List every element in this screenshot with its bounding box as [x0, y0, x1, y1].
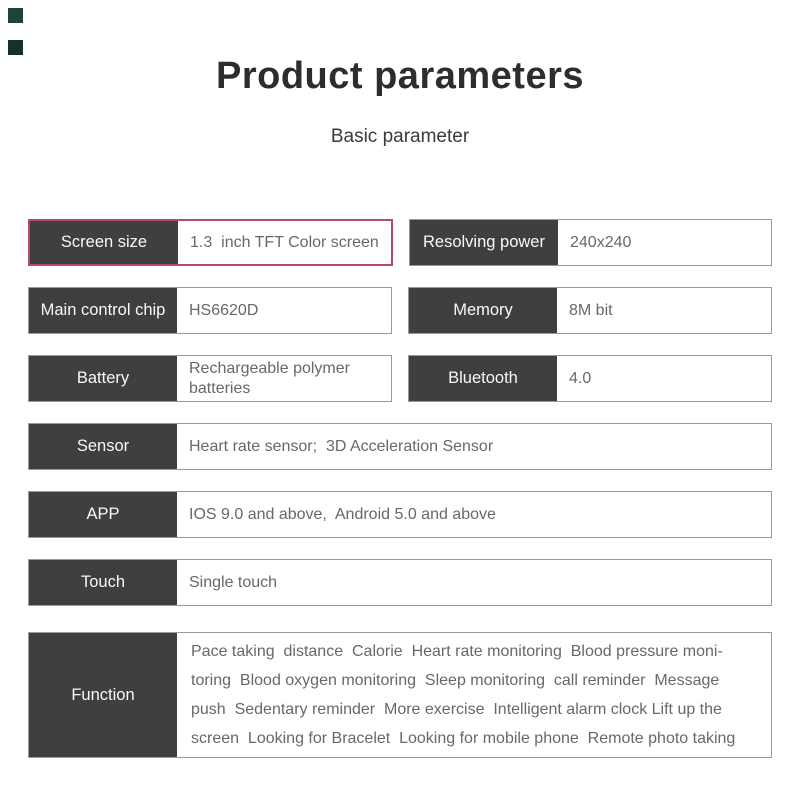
spec-row-app [28, 491, 772, 538]
spec-row-3 [28, 355, 772, 402]
spec-cell-resolving-power [409, 219, 772, 266]
spec-label-function: Function [29, 633, 177, 757]
spec-table [28, 219, 772, 758]
spec-label-touch: Touch [29, 560, 177, 605]
spec-cell-main-control-chip [28, 287, 392, 334]
corner-color-swatch-top [8, 8, 23, 23]
spec-row-function [28, 632, 772, 758]
spec-value-bluetooth: 4.0 [569, 369, 592, 387]
corner-color-swatch-bottom [8, 40, 23, 55]
spec-cell-bluetooth [408, 355, 772, 402]
page-title: Product parameters [215, 55, 584, 97]
spec-label-screen-size: Screen size [30, 221, 178, 264]
spec-row-touch [28, 559, 772, 606]
spec-label-app: APP [29, 492, 177, 537]
spec-value-main-control-chip: HS6620D [189, 301, 259, 319]
spec-value-memory: 8M bit [569, 301, 613, 319]
function-line-2: toring Blood oxygen monitoring Sleep monitoring call reminder Message [191, 672, 720, 689]
spec-value-battery: Rechargeable polymer batteries [189, 359, 355, 397]
spec-value-function [177, 633, 771, 757]
spec-cell-screen-size [28, 219, 393, 266]
spec-label-memory: Memory [409, 288, 557, 333]
spec-row-sensor [28, 423, 772, 470]
spec-value-app: IOS 9.0 and above, Android 5.0 and above [189, 505, 496, 523]
spec-label-bluetooth: Bluetooth [409, 356, 557, 401]
spec-label-battery: Battery [29, 356, 177, 401]
spec-cell-battery [28, 355, 392, 402]
function-line-1: Pace taking distance Calorie Heart rate monitoring Blood pressure moni- [191, 643, 723, 660]
function-line-3: push Sedentary reminder More exercise Intelligent alarm clock Lift up the [191, 701, 722, 718]
spec-cell-memory [408, 287, 772, 334]
spec-label-sensor: Sensor [29, 424, 177, 469]
spec-value-resolving-power: 240x240 [570, 233, 632, 251]
spec-value-sensor: Heart rate sensor; 3D Acceleration Sensor [189, 437, 494, 455]
spec-label-resolving-power: Resolving power [410, 220, 558, 265]
page-subtitle: Basic parameter [330, 126, 470, 147]
spec-row-1 [28, 219, 772, 266]
spec-label-main-control-chip: Main control chip [29, 288, 177, 333]
function-line-4: screen Looking for Bracelet Looking for mobile phone Remote photo taking [191, 730, 736, 747]
spec-value-screen-size: 1.3 inch TFT Color screen [190, 233, 379, 251]
spec-row-2 [28, 287, 772, 334]
spec-value-touch: Single touch [189, 573, 278, 591]
